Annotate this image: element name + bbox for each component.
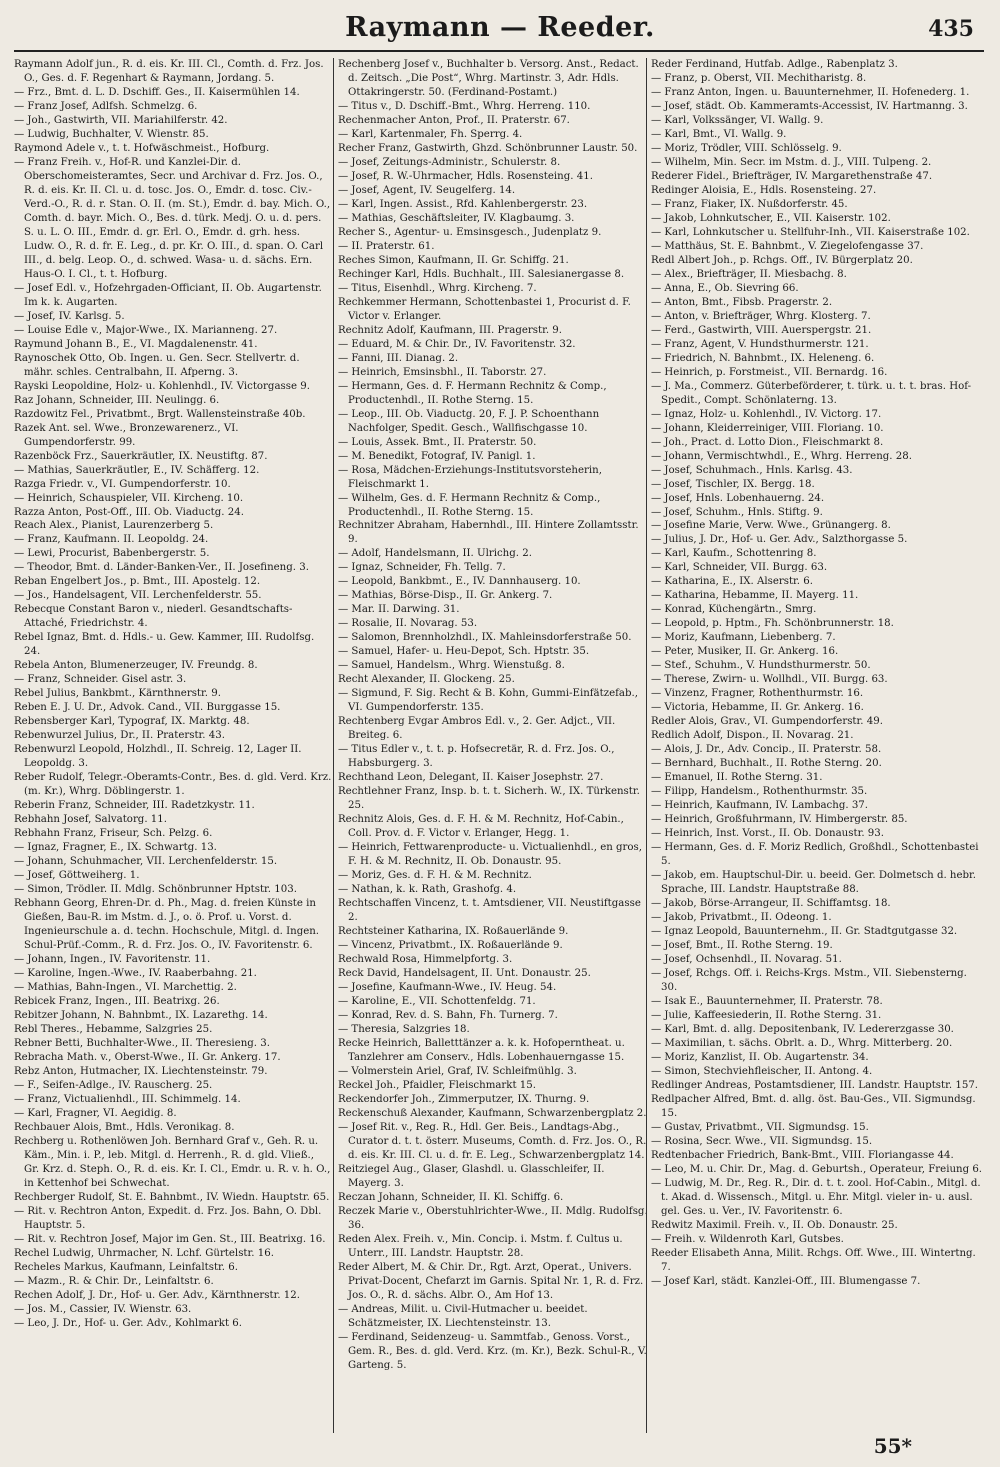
directory-entry: — Franz Anton, Ingen. u. Bauunternehmer, II. Hofenederg. 1. bbox=[651, 86, 970, 98]
directory-entry: Rebner Betti, Buchhalter-Wwe., II. Theresieng. 3. bbox=[14, 1037, 270, 1049]
directory-entry: — Josef, Zeitungs-Administr., Schulerstr. 8. bbox=[338, 156, 561, 168]
directory-entry: — Franz, Schneider. Gisel astr. 3. bbox=[14, 674, 187, 686]
directory-entry: — Josef, Rchgs. Off. i. Reichs-Krgs. Mstm., VII. Siebensterng. 30. bbox=[651, 967, 967, 993]
directory-entry: Redwitz Maximil. Freih. v., II. Ob. Donaustr. 25. bbox=[651, 1219, 898, 1231]
page-number: 435 bbox=[928, 16, 974, 42]
directory-entry: — Volmerstein Ariel, Graf, IV. Schleifmühlg. 3. bbox=[338, 1065, 577, 1077]
directory-entry: — Titus, Eisenhdl., Whrg. Kircheng. 7. bbox=[338, 282, 537, 294]
directory-entry: — Leo, M. u. Chir. Dr., Mag. d. Geburtsh., Operateur, Freiung 6. bbox=[651, 1163, 983, 1175]
signature-mark: 55* bbox=[873, 1434, 912, 1458]
directory-entry: — Ignaz, Schneider, Fh. Tellg. 7. bbox=[338, 562, 506, 574]
directory-entry: — Anna, E., Ob. Sievring 66. bbox=[651, 282, 799, 294]
directory-entry: — Friedrich, N. Bahnbmt., IX. Heleneng. 6. bbox=[651, 352, 875, 364]
directory-entry: Rebhann Georg, Ehren-Dr. d. Ph., Mag. d. freien Künste in Gießen, Bau-R. im Mstm. d. J., o. ö. Prof. u. Vorst. d. Ingenieurschule a. d. techn. Hochschule, Mitgl. d. Ingen. Schul-Prüf.-Comm., R. d. Frz. Jos. O., IV. Favoritenstr. 6. bbox=[14, 898, 320, 952]
directory-entry: Reckendorfer Joh., Zimmerputzer, IX. Thurng. 9. bbox=[338, 1093, 590, 1105]
directory-entry: Reck David, Handelsagent, II. Unt. Donaustr. 25. bbox=[338, 967, 591, 979]
directory-entry: — F., Seifen-Adlge., IV. Rauscherg. 25. bbox=[14, 1079, 213, 1091]
directory-entry: — Johann, Ingen., IV. Favoritenstr. 11. bbox=[14, 954, 211, 965]
column-2 bbox=[333, 58, 648, 1433]
directory-entry: Rebhahn Franz, Friseur, Sch. Pelzg. 6. bbox=[14, 828, 213, 840]
directory-entry: Redtenbacher Friedrich, Bank-Bmt., VIII. Floriangasse 44. bbox=[651, 1149, 954, 1161]
directory-entry: Rebel Julius, Bankbmt., Kärnthnerstr. 9. bbox=[14, 688, 221, 700]
directory-entry: — Hermann, Ges. d. F. Hermann Rechnitz & Comp., Productenhdl., II. Rothe Sterng. 15. bbox=[338, 380, 607, 406]
directory-entry: — Emanuel, II. Rothe Sterng. 31. bbox=[651, 772, 823, 784]
directory-entry: — Franz, Fiaker, IX. Nußdorferstr. 45. bbox=[651, 198, 848, 210]
directory-entry: — Adolf, Handelsmann, II. Ulrichg. 2. bbox=[338, 548, 532, 560]
directory-entry: — Gustav, Privatbmt., VII. Sigmundsg. 15. bbox=[651, 1121, 869, 1133]
directory-entry: — Heinrich, Inst. Vorst., II. Ob. Donaustr. 93. bbox=[651, 828, 884, 840]
directory-entry: — Jos. M., Cassier, IV. Wienstr. 63. bbox=[14, 1303, 192, 1315]
directory-entry: — Heinrich, Schauspieler, VII. Kircheng. 10. bbox=[14, 492, 244, 504]
directory-entry: — Johann, Kleiderreiniger, VIII. Floriang. 10. bbox=[651, 422, 884, 434]
directory-entry: — Victoria, Hebamme, II. Gr. Ankerg. 16. bbox=[651, 702, 864, 714]
directory-entry: — Karl, Bmt. d. allg. Depositenbank, IV. Ledererzgasse 30. bbox=[651, 1023, 954, 1035]
directory-entry: — Titus v., D. Dschiff.-Bmt., Whrg. Herreng. 110. bbox=[338, 100, 591, 112]
directory-entry: — Ferdinand, Seidenzeug- u. Sammtfab., Genoss. Vorst., Gem. R., Bes. d. gld. Verd. Krz. (m. Kr.), Bezk. Schul-R., V. Garteng. 5. bbox=[338, 1331, 647, 1371]
directory-entry: — Karl, Kaufm., Schottenring 8. bbox=[651, 548, 817, 560]
directory-entry: — Josef, Bmt., II. Rothe Sterng. 19. bbox=[651, 940, 833, 952]
directory-entry: — Matthäus, St. E. Bahnbmt., V. Ziegelofengasse 37. bbox=[651, 240, 924, 252]
directory-entry: Reben E. J. U. Dr., Advok. Cand., VII. Burggasse 15. bbox=[14, 702, 281, 714]
directory-entry: — Mathias, Bahn-Ingen., VI. Marchettig. 2. bbox=[14, 981, 237, 993]
directory-entry: — Moriz, Kanzlist, II. Ob. Augartenstr. 34. bbox=[651, 1051, 869, 1063]
directory-entry: Reder Albert, M. & Chir. Dr., Rgt. Arzt, Operat., Univers. Privat-Docent, Chefarzt im Garnis. Spital Nr. 1, R. d. Frz. Jos. O., R. d. sächs. Albr. O., Am Hof 13. bbox=[338, 1261, 644, 1301]
directory-entry: Rebecque Constant Baron v., niederl. Gesandtschafts-Attaché, Friedrichstr. 4. bbox=[14, 604, 293, 630]
directory-entry: Rebensberger Karl, Typograf, IX. Marktg. 48. bbox=[14, 716, 250, 728]
directory-entry: — Johann, Vermischtwhdl., E., Whrg. Herreng. 28. bbox=[651, 450, 912, 462]
directory-entry: — Moriz, Trödler, VIII. Schlösselg. 9. bbox=[651, 142, 842, 154]
directory-entry: — Josefine, Kaufmann-Wwe., IV. Heug. 54. bbox=[338, 981, 557, 993]
directory-entry: — Fanni, III. Dianag. 2. bbox=[338, 352, 459, 364]
directory-entry: Recheles Markus, Kaufmann, Leinfaltstr. 6. bbox=[14, 1261, 238, 1273]
directory-entry: Rayski Leopoldine, Holz- u. Kohlenhdl., IV. Victorgasse 9. bbox=[14, 380, 310, 392]
directory-entry: Rebitzer Johann, N. Bahnbmt., IX. Lazarethg. 14. bbox=[14, 1009, 268, 1021]
directory-entry: — Simon, Stechviehfleischer, II. Antong. 4. bbox=[651, 1065, 873, 1077]
directory-entry: — Rosalie, II. Novarag. 53. bbox=[338, 618, 478, 630]
directory-entry: — Rosa, Mädchen-Erziehungs-Institutsvorsteherin, Fleischmarkt 1. bbox=[338, 464, 602, 490]
directory-entry: — Mathias, Börse-Disp., II. Gr. Ankerg. 7. bbox=[338, 590, 553, 602]
directory-entry: — Ludwig, M. Dr., Reg. R., Dir. d. t. t. zool. Hof-Cabin., Mitgl. d. t. Akad. d. Wissensch., Mitgl. u. Ehr. Mitgl. vieler in- u. ausl. gel. Ges. u. Ver., IV. Favoritenstr. 6. bbox=[651, 1177, 981, 1217]
directory-entry: — Julius, J. Dr., Hof- u. Ger. Adv., Salzthorgasse 5. bbox=[651, 534, 908, 546]
directory-entry: Recher Franz, Gastwirth, Ghzd. Schönbrunner Laustr. 50. bbox=[338, 142, 638, 154]
directory-entry: — Josef, Tischler, IX. Bergg. 18. bbox=[651, 478, 815, 490]
directory-entry: — Theodor, Bmt. d. Länder-Banken-Ver., II. Josefineng. 3. bbox=[14, 562, 309, 574]
page-header bbox=[0, 10, 1000, 52]
directory-entry: — Vinzenz, Fragner, Rothenthurmstr. 16. bbox=[651, 688, 864, 700]
directory-entry: Rebenwurzel Julius, Dr., II. Praterstr. 43. bbox=[14, 730, 225, 742]
directory-entry: Reeder Elisabeth Anna, Milit. Rchgs. Off. Wwe., III. Wintertng. 7. bbox=[651, 1247, 976, 1273]
directory-entry: — Heinrich, Kaufmann, IV. Lambachg. 37. bbox=[651, 800, 869, 812]
directory-entry: — Isak E., Bauunternehmer, II. Praterstr. 78. bbox=[651, 995, 883, 1007]
directory-entry: Reczan Johann, Schneider, II. Kl. Schiffg. 6. bbox=[338, 1191, 564, 1203]
directory-entry: Rechenmacher Anton, Prof., II. Praterstr. 67. bbox=[338, 114, 570, 126]
directory-entry: — Heinrich, p. Forstmeist., VII. Bernardg. 16. bbox=[651, 366, 888, 378]
directory-entry: Rechnitz Adolf, Kaufmann, III. Pragerstr. 9. bbox=[338, 324, 563, 336]
directory-entry: — Heinrich, Emsinsbhl., II. Taborstr. 27. bbox=[338, 366, 547, 378]
directory-entry: — Jakob, Privatbmt., II. Odeong. 1. bbox=[651, 912, 832, 924]
directory-entry: Redlinger Andreas, Postamtsdiener, III. Landstr. Hauptstr. 157. bbox=[651, 1079, 979, 1091]
directory-entry: — Frz., Bmt. d. L. D. Dschiff. Ges., II. Kaisermühlen 14. bbox=[14, 86, 300, 98]
directory-entry: Razga Friedr. v., VI. Gumpendorferstr. 10. bbox=[14, 478, 231, 490]
directory-entry: — Ignaz, Holz- u. Kohlenhdl., IV. Victorg. 17. bbox=[651, 408, 882, 420]
directory-entry: — Julie, Kaffeesiederin, II. Rothe Sterng. 31. bbox=[651, 1009, 882, 1021]
directory-entry: — Louise Edle v., Major-Wwe., IX. Marianneng. 27. bbox=[14, 324, 278, 336]
directory-entry: Rebl Theres., Hebamme, Salzgries 25. bbox=[14, 1023, 213, 1035]
directory-entry: Rechtenberg Evgar Ambros Edl. v., 2. Ger. Adjct., VII. Breiteg. 6. bbox=[338, 716, 616, 742]
directory-entry: — Karl, Fragner, VI. Aegidig. 8. bbox=[14, 1107, 177, 1119]
directory-entry: — Mathias, Geschäftsleiter, IV. Klagbaumg. 3. bbox=[338, 212, 575, 224]
directory-entry: — J. Ma., Commerz. Güterbeförderer, t. türk. u. t. t. bras. Hof-Spedit., Compt. Schönlaterng. 13. bbox=[651, 380, 972, 406]
directory-entry: — Rit. v. Rechtron Josef, Major im Gen. St., III. Beatrixg. 16. bbox=[14, 1233, 326, 1245]
directory-entry: Rechkemmer Hermann, Schottenbastei 1, Procurist d. F. Victor v. Erlanger. bbox=[338, 296, 631, 322]
directory-entry: Raynoschek Otto, Ob. Ingen. u. Gen. Secr. Stellvertr. d. mähr. schles. Centralbahn, II. Afperng. 3. bbox=[14, 352, 300, 378]
directory-entry: — Joh., Pract. d. Lotto Dion., Fleischmarkt 8. bbox=[651, 436, 884, 448]
directory-entry: Rechel Ludwig, Uhrmacher, N. Lchf. Gürtelstr. 16. bbox=[14, 1247, 274, 1259]
directory-entry: — Theresia, Salzgries 18. bbox=[338, 1023, 470, 1035]
directory-entry: — Vincenz, Privatbmt., IX. Roßauerlände 9. bbox=[338, 940, 563, 952]
directory-entry: Rechinger Karl, Hdls. Buchhalt., III. Salesianergasse 8. bbox=[338, 268, 625, 280]
directory-entry: — Wilhelm, Ges. d. F. Hermann Rechnitz & Comp., Productenhdl., II. Rothe Sterng. 15. bbox=[338, 492, 601, 518]
directory-entry: Razenböck Frz., Sauerkräutler, IX. Neustiftg. 87. bbox=[14, 450, 268, 462]
directory-entry: — Alex., Briefträger, II. Miesbachg. 8. bbox=[651, 268, 847, 280]
directory-entry: Reckenschuß Alexander, Kaufmann, Schwarzenbergplatz 2. bbox=[338, 1107, 647, 1119]
directory-entry: Recht Alexander, II. Glockeng. 25. bbox=[338, 674, 515, 686]
directory-entry: — Nathan, k. k. Rath, Grashofg. 4. bbox=[338, 884, 517, 896]
directory-entry: — Mar. II. Darwing. 31. bbox=[338, 604, 460, 616]
directory-entry: — Salomon, Brennholzhdl., IX. Mahleinsdorferstraße 50. bbox=[338, 632, 632, 644]
directory-entry: — Ferd., Gastwirth, VIII. Auerspergstr. 21. bbox=[651, 324, 872, 336]
directory-entry: — Karl, Schneider, VII. Burgg. 63. bbox=[651, 562, 828, 574]
directory-entry: Reach Alex., Pianist, Laurenzerberg 5. bbox=[14, 520, 214, 532]
directory-entry: — Josef, IV. Karlsg. 5. bbox=[14, 310, 125, 322]
directory-entry: — Franz, Victualienhdl., III. Schimmelg. 14. bbox=[14, 1093, 241, 1105]
directory-entry: — Moriz, Ges. d. F. H. & M. Rechnitz. bbox=[338, 870, 532, 882]
directory-entry: Rechtsteiner Katharina, IX. Roßauerlände 9. bbox=[338, 926, 569, 938]
directory-entry: Recke Heinrich, Balletttänzer a. k. k. Hofoperntheat. u. Tanzlehrer am Conserv., Hdls. Lobenhauerngasse 15. bbox=[338, 1037, 625, 1063]
directory-entry: — Anton, v. Briefträger, Whrg. Klosterg. 7. bbox=[651, 310, 871, 322]
directory-entry: — Konrad, Rev. d. S. Bahn, Fh. Turnerg. 7. bbox=[338, 1009, 558, 1021]
directory-entry: — Ludwig, Buchhalter, V. Wienstr. 85. bbox=[14, 128, 209, 140]
directory-entry: Reberin Franz, Schneider, III. Radetzkystr. 11. bbox=[14, 800, 255, 812]
directory-entry: — Josef, Schuhmach., Hnls. Karlsg. 43. bbox=[651, 464, 853, 476]
directory-entry: Razek Ant. sel. Wwe., Bronzewarenerz., VI. Gumpendorferstr. 99. bbox=[14, 422, 239, 448]
directory-entry: — Lewi, Procurist, Babenbergerstr. 5. bbox=[14, 548, 210, 560]
directory-entry: — II. Praterstr. 61. bbox=[338, 240, 435, 252]
directory-entry: — Therese, Zwirn- u. Wollhdl., VII. Burgg. 63. bbox=[651, 674, 888, 686]
directory-entry: — Rit. v. Rechtron Anton, Expedit. d. Frz. Jos. Bahn, O. Dbl. Hauptstr. 5. bbox=[14, 1205, 322, 1231]
directory-entry: — Franz Josef, Adlfsh. Schmelzg. 6. bbox=[14, 100, 198, 112]
directory-entry: — Josef, städt. Ob. Kammeramts-Accessist, IV. Hartmanng. 3. bbox=[651, 100, 968, 112]
directory-entry: Raymund Johann B., E., VI. Magdalenenstr. 41. bbox=[14, 338, 258, 350]
directory-entry: — Josef, Schuhm., Hnls. Stiftg. 9. bbox=[651, 506, 823, 518]
directory-entry: — Josef, Göttweiherg. 1. bbox=[14, 870, 140, 882]
directory-entry: — Heinrich, Fettwarenproducte- u. Victualienhdl., en gros, F. H. & M. Rechnitz, II. Ob. Donaustr. 95. bbox=[338, 842, 643, 868]
directory-entry: — Filipp, Handelsm., Rothenthurmstr. 35. bbox=[651, 786, 868, 798]
directory-entry: — Karl, Volkssänger, VI. Wallg. 9. bbox=[651, 114, 824, 126]
directory-entry: — Karl, Lohnkutscher u. Stellfuhr-Inh., VII. Kaiserstraße 102. bbox=[651, 226, 970, 238]
directory-entry: — Johann, Schuhmacher, VII. Lerchenfelderstr. 15. bbox=[14, 856, 278, 868]
directory-entry: — Leopold, p. Hptm., Fh. Schönbrunnerstr. 18. bbox=[651, 618, 894, 630]
directory-entry: — Andreas, Milit. u. Civil-Hutmacher u. beeidet. Schätzmeister, IX. Liechtensteinstr. 13. bbox=[338, 1303, 588, 1329]
directory-entry: — Rosina, Secr. Wwe., VII. Sigmundsg. 15. bbox=[651, 1135, 873, 1147]
directory-entry: Reber Rudolf, Telegr.-Oberamts-Contr., Bes. d. gld. Verd. Krz. (m. Kr.), Whrg. Döblingerstr. 1. bbox=[14, 772, 332, 798]
directory-entry: — Katharina, Hebamme, II. Mayerg. 11. bbox=[651, 590, 859, 602]
directory-entry: — Josef, R. W.-Uhrmacher, Hdls. Rosensteing. 41. bbox=[338, 170, 593, 182]
directory-entry: — Karoline, Ingen.-Wwe., IV. Raaberbahng. 21. bbox=[14, 967, 257, 979]
directory-entry: Reczek Marie v., Oberstuhlrichter-Wwe., II. Mdlg. Rudolfsg. 36. bbox=[338, 1205, 648, 1231]
directory-entry: — Karl, Kartenmaler, Fh. Sperrg. 4. bbox=[338, 128, 523, 140]
directory-entry: Rechtlehner Franz, Insp. b. t. t. Sicherh. W., IX. Türkenstr. 25. bbox=[338, 786, 640, 812]
directory-entry: Rechenberg Josef v., Buchhalter b. Versorg. Anst., Redact. d. Zeitsch. „Die Post“, Whrg. Martinstr. 3, Adr. Hdls. Ottakringerstr. 50. (Ferdinand-Postamt.) bbox=[338, 59, 639, 98]
directory-entry: Rechtschaffen Vincenz, t. t. Amtsdiener, VII. Neustiftgasse 2. bbox=[338, 898, 641, 924]
directory-entry: — Franz, Kaufmann. II. Leopoldg. 24. bbox=[14, 534, 209, 546]
directory-entry: Redlich Adolf, Dispon., II. Novarag. 21. bbox=[651, 730, 854, 742]
directory-entry: Rechen Adolf, J. Dr., Hof- u. Ger. Adv., Kärnthnerstr. 12. bbox=[14, 1289, 301, 1301]
directory-entry: Reden Alex. Freih. v., Min. Concip. i. Mstm. f. Cultus u. Unterr., III. Landstr. Hauptstr. 28. bbox=[338, 1233, 623, 1259]
directory-entry: — Mathias, Sauerkräutler, E., IV. Schäfferg. 12. bbox=[14, 464, 260, 476]
directory-entry: — Ignaz Leopold, Bauunternehm., II. Gr. Stadtgutgasse 32. bbox=[651, 926, 958, 938]
directory-entry: Rebracha Math. v., Oberst-Wwe., II. Gr. Ankerg. 17. bbox=[14, 1051, 281, 1063]
directory-entry: — Samuel, Hafer- u. Heu-Depot, Sch. Hptstr. 35. bbox=[338, 646, 590, 658]
directory-entry: — Franz, Agent, V. Hundsthurmerstr. 121. bbox=[651, 338, 869, 350]
directory-entry: — Josefine Marie, Verw. Wwe., Grünangerg. 8. bbox=[651, 520, 891, 532]
directory-entry: — Louis, Assek. Bmt., II. Praterstr. 50. bbox=[338, 436, 537, 448]
directory-entry: Razdowitz Fel., Privatbmt., Brgt. Wallensteinstraße 40b. bbox=[14, 408, 306, 420]
directory-entry: — Bernhard, Buchhalt., II. Rothe Sterng. 20. bbox=[651, 758, 882, 770]
directory-entry: — Josef, Hnls. Lobenhauerng. 24. bbox=[651, 492, 825, 504]
directory-entry: — Moriz, Kaufmann, Liebenberg. 7. bbox=[651, 632, 836, 644]
directory-entry: Rechnitz Alois, Ges. d. F. H. & M. Rechnitz, Hof-Cabin., Coll. Prov. d. F. Victor v. Erlanger, Hegg. 1. bbox=[338, 814, 624, 840]
directory-entry: — Wilhelm, Min. Secr. im Mstm. d. J., VIII. Tulpeng. 2. bbox=[651, 156, 932, 168]
directory-entry: Raymann Adolf jun., R. d. eis. Kr. III. Cl., Comth. d. Frz. Jos. O., Ges. d. F. Regenhart & Raymann, Jordang. 5. bbox=[14, 59, 324, 84]
directory-entry: — Leo, J. Dr., Hof- u. Ger. Adv., Kohlmarkt 6. bbox=[14, 1317, 243, 1329]
directory-entry: — Josef Rit. v., Reg. R., Hdl. Ger. Beis., Landtags-Abg., Curator d. t. t. österr. Museums, Comth. d. Frz. Jos. O., R. d. eis. Kr. III. Cl. u. d. fr. E. Leg., Schwarzenbergplatz 14. bbox=[338, 1121, 647, 1161]
directory-entry: Redinger Aloisia, E., Hdls. Rosensteing. 27. bbox=[651, 184, 877, 196]
directory-entry: — Sigmund, F. Sig. Recht & B. Kohn, Gummi-Einfätzefab., VI. Gumpendorferstr. 135. bbox=[338, 688, 638, 714]
directory-entry: — Leop., III. Ob. Viaductg. 20, F. J. P. Schoenthann Nachfolger, Spedit. Gesch., Wallfischgasse 10. bbox=[338, 408, 600, 434]
directory-entry: Raz Johann, Schneider, III. Neulingg. 6. bbox=[14, 394, 220, 406]
directory-entry: Razza Anton, Post-Off., III. Ob. Viaductg. 24. bbox=[14, 506, 244, 518]
directory-entry: — Franz, p. Oberst, VII. Mechitharistg. 8. bbox=[651, 72, 867, 84]
directory-entry: — Ignaz, Fragner, E., IX. Schwartg. 13. bbox=[14, 842, 217, 854]
directory-entry: Rebhahn Josef, Salvatorg. 11. bbox=[14, 814, 168, 826]
directory-entry: — Alois, J. Dr., Adv. Concip., II. Praterstr. 58. bbox=[651, 744, 882, 756]
directory-entry: — Josef, Agent, IV. Seugelferg. 14. bbox=[338, 184, 516, 196]
directory-entry: — Stef., Schuhm., V. Hundsthurmerstr. 50. bbox=[651, 660, 871, 672]
directory-entry: Redl Albert Joh., p. Rchgs. Off., IV. Bürgerplatz 20. bbox=[651, 254, 913, 266]
directory-entry: Raymond Adele v., t. t. Hofwäschmeist., Hofburg. bbox=[14, 142, 270, 154]
directory-entry: — Josef Edl. v., Hofzehrgaden-Officiant, II. Ob. Augartenstr. Im k. k. Augarten. bbox=[14, 282, 322, 308]
directory-entry: — Anton, Bmt., Fibsb. Pragerstr. 2. bbox=[651, 296, 833, 308]
directory-entry: Rechnitzer Abraham, Habernhdl., III. Hintere Zollamtsstr. 9. bbox=[338, 520, 639, 546]
directory-entry: — Leopold, Bankbmt., E., IV. Dannhauserg. 10. bbox=[338, 576, 581, 588]
directory-entry: Redlpacher Alfred, Bmt. d. allg. öst. Bau-Ges., VII. Sigmundsg. 15. bbox=[651, 1093, 976, 1119]
directory-entry: — Peter, Musiker, II. Gr. Ankerg. 16. bbox=[651, 646, 839, 658]
directory-entry: — Joh., Gastwirth, VII. Mariahilferstr. 42. bbox=[14, 114, 228, 126]
directory-entry: Rebz Anton, Hutmacher, IX. Liechtensteinstr. 79. bbox=[14, 1065, 268, 1077]
directory-entry: Reder Ferdinand, Hutfab. Adlge., Rabenplatz 3. bbox=[651, 59, 898, 70]
directory-entry: — Samuel, Handelsm., Whrg. Wienstußg. 8. bbox=[338, 660, 565, 672]
directory-entry: — Hermann, Ges. d. F. Moriz Redlich, Großhdl., Schottenbastei 5. bbox=[651, 842, 979, 868]
directory-entry: Redler Alois, Grav., VI. Gumpendorferstr. 49. bbox=[651, 716, 883, 728]
directory-entry: — Jakob, Lohnkutscher, E., VII. Kaiserstr. 102. bbox=[651, 212, 891, 224]
directory-entry: — Simon, Trödler. II. Mdlg. Schönbrunner Hptstr. 103. bbox=[14, 884, 297, 896]
directory-entry: — Jos., Handelsagent, VII. Lerchenfelderstr. 55. bbox=[14, 590, 262, 602]
column-1 bbox=[14, 58, 332, 1433]
directory-entry: Rebela Anton, Blumenerzeuger, IV. Freundg. 8. bbox=[14, 660, 258, 672]
directory-entry: Rechthand Leon, Delegant, II. Kaiser Josephstr. 27. bbox=[338, 772, 604, 784]
directory-entry: Reckel Joh., Pfaidler, Fleischmarkt 15. bbox=[338, 1079, 537, 1091]
directory-entry: — Freih. v. Wildenroth Karl, Gutsbes. bbox=[651, 1233, 844, 1245]
directory-entry: Rechberger Rudolf, St. E. Bahnbmt., IV. Wiedn. Hauptstr. 65. bbox=[14, 1191, 330, 1203]
directory-entry: Reban Engelbert Jos., p. Bmt., III. Apostelg. 12. bbox=[14, 576, 261, 588]
directory-entry: — M. Benedikt, Fotograf, IV. Panigl. 1. bbox=[338, 450, 536, 462]
column-3 bbox=[646, 58, 984, 1433]
directory-entry: Rebicek Franz, Ingen., III. Beatrixg. 26. bbox=[14, 995, 220, 1007]
directory-entry: Rechberg u. Rothenlöwen Joh. Bernhard Graf v., Geh. R. u. Käm., Min. i. P., leb. Mitgl. d. Herrenh., R. d. gld. Vließ., Gr. Krz. d. Steph. O., R. d. eis. Kr. I. Cl., Emdr. u. R. v. h. O., in Kettenhof bei Schwechat. bbox=[14, 1135, 331, 1189]
directory-entry: Rebel Ignaz, Bmt. d. Hdls.- u. Gew. Kammer, III. Rudolfsg. 24. bbox=[14, 632, 315, 658]
directory-entry: — Heinrich, Großfuhrmann, IV. Himbergerstr. 85. bbox=[651, 814, 908, 826]
directory-entry: — Jakob, Börse-Arrangeur, II. Schiffamtsg. 18. bbox=[651, 898, 891, 910]
directory-entry: — Maximilian, t. sächs. Obrlt. a. D., Whrg. Mitterberg. 20. bbox=[651, 1037, 953, 1049]
directory-entry: Rechbauer Alois, Bmt., Hdls. Veronikag. 8. bbox=[14, 1121, 235, 1133]
running-head: Raymann — Reeder. bbox=[345, 12, 655, 43]
directory-entry: Reitziegel Aug., Glaser, Glashdl. u. Glasschleifer, II. Mayerg. 3. bbox=[338, 1163, 605, 1189]
directory-entry: — Josef Karl, städt. Kanzlei-Off., III. Blumengasse 7. bbox=[651, 1275, 921, 1287]
directory-entry: — Eduard, M. & Chir. Dr., IV. Favoritenstr. 32. bbox=[338, 338, 576, 350]
directory-entry: — Katharina, E., IX. Alserstr. 6. bbox=[651, 576, 813, 588]
directory-entry: — Josef, Ochsenhdl., II. Novarag. 51. bbox=[651, 954, 842, 965]
directory-entry: — Konrad, Küchengärtn., Smrg. bbox=[651, 604, 817, 616]
directory-entry: — Karl, Ingen. Assist., Rfd. Kahlenbergerstr. 23. bbox=[338, 198, 588, 210]
directory-entry: Recher S., Agentur- u. Emsinsgesch., Judenplatz 9. bbox=[338, 226, 602, 238]
directory-entry: — Karoline, E., VII. Schottenfeldg. 71. bbox=[338, 995, 536, 1007]
directory-entry: Reches Simon, Kaufmann, II. Gr. Schiffg. 21. bbox=[338, 254, 569, 266]
header-rule bbox=[14, 50, 984, 52]
directory-entry: — Franz Freih. v., Hof-R. und Kanzlei-Dir. d. Oberschomeisteramtes, Secr. und Archivar d. Frz. Jos. O., R. d. eis. Kr. II. Cl. u. d. tosc. Jos. O., Emdr. d. tosc. Civ.-Verd.-O., R. d. r. Stan. O. II. (m. St.), Emdr. d. bay. Mich. O., Comth. d. bayr. Mich. O., Bes. d. türk. Medj. O. u. d. pers. S. u. L. O. III., Emdr. d. gr. Erl. O., Emdr. d. grh. hess. Ludw. O., R. d. fr. E. Leg., d. pr. Kr. O. III., d. span. O. Carl III., d. belg. Leop. O., d. schwed. Wasa- u. d. sächs. Ern. Haus-O. I. Cl., t. t. Hofburg. bbox=[14, 156, 331, 280]
directory-entry: Rebenwurzl Leopold, Holzhdl., II. Schreig. 12, Lager II. Leopoldg. 3. bbox=[14, 744, 302, 770]
directory-entry: — Karl, Bmt., VI. Wallg. 9. bbox=[651, 128, 787, 140]
directory-entry: Rechwald Rosa, Himmelpfortg. 3. bbox=[338, 954, 513, 965]
directory-entry: Rederer Fidel., Briefträger, IV. Margarethenstraße 47. bbox=[651, 170, 933, 182]
directory-entry: — Jakob, em. Hauptschul-Dir. u. beeid. Ger. Dolmetsch d. hebr. Sprache, III. Landstr. Hauptstraße 88. bbox=[651, 870, 977, 896]
directory-entry: — Mazm., R. & Chir. Dr., Leinfaltstr. 6. bbox=[14, 1275, 214, 1287]
directory-entry: — Titus Edler v., t. t. p. Hofsecretär, R. d. Frz. Jos. O., Habsburgerg. 3. bbox=[338, 744, 615, 770]
